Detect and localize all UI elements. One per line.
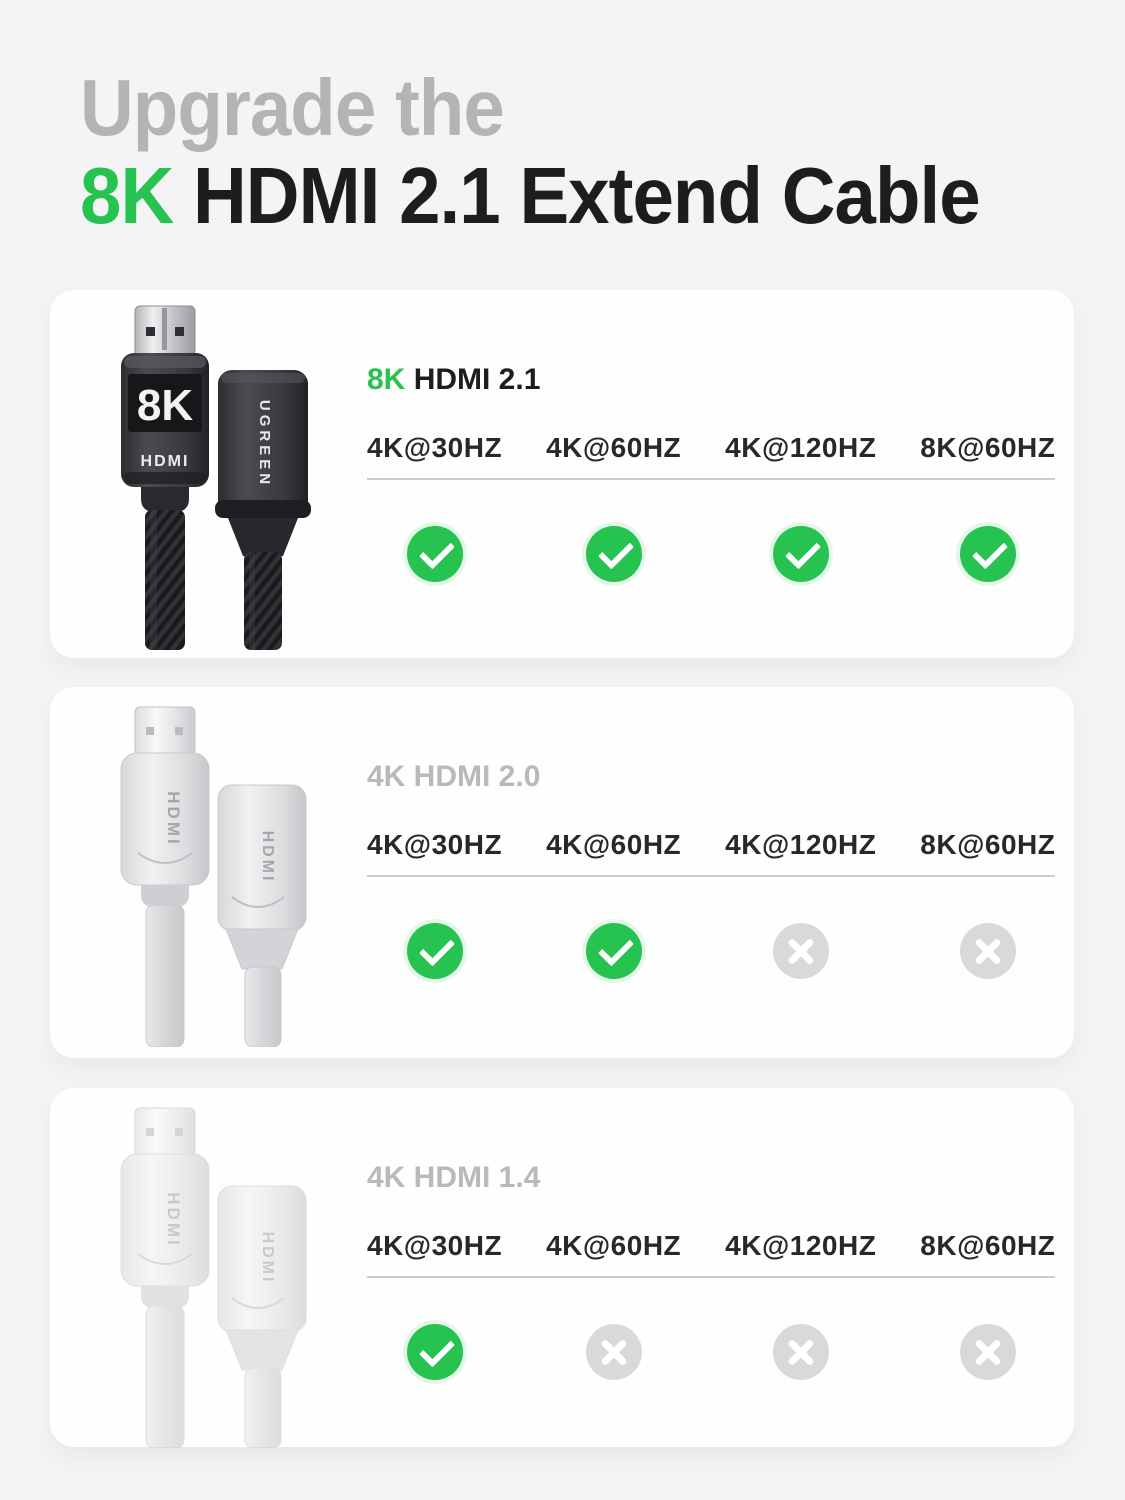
spec-column-header: 4K@60HZ (546, 1230, 682, 1261)
spec-column-header: 4K@60HZ (546, 829, 682, 860)
spec-column-header: 8K@60HZ (920, 829, 1056, 860)
spec-table (367, 432, 1055, 582)
cross-icon (773, 1324, 829, 1380)
product-name: 4K HDMI 1.4 (367, 1161, 541, 1194)
spec-column-header: 8K@60HZ (920, 432, 1056, 463)
product-card-4k-hdmi-1-4 (50, 1088, 1074, 1447)
hero-title-rest: HDMI 2.1 Extend Cable (173, 151, 980, 240)
plug-8k-badge: 8K (136, 381, 194, 430)
product-name-rest: HDMI 2.1 (405, 363, 541, 396)
cross-icon (586, 1324, 642, 1380)
female-coupler (218, 1186, 306, 1448)
cross-icon (960, 923, 1016, 979)
spec-column-header: 4K@120HZ (725, 829, 877, 860)
check-icon (960, 526, 1016, 582)
spec-divider (367, 875, 1055, 877)
spec-column-header: 4K@30HZ (367, 829, 503, 860)
spec-column-header: 4K@60HZ (546, 432, 682, 463)
spec-table (367, 1230, 1055, 1380)
product-card-8k-hdmi-2-1 (50, 290, 1074, 658)
plug-hdmi-logo: HDMI (164, 1192, 183, 1248)
check-icon (586, 526, 642, 582)
product-card-4k-hdmi-2-0 (50, 687, 1074, 1058)
spec-divider (367, 478, 1055, 480)
hero-title-accent: 8K (80, 151, 174, 240)
hero-title-line2 (80, 152, 980, 240)
plug-hdmi-logo: HDMI (140, 453, 190, 470)
spec-column-header: 4K@30HZ (367, 432, 503, 463)
spec-column-header: 8K@60HZ (920, 1230, 1056, 1261)
check-icon (407, 1324, 463, 1380)
product-name (367, 363, 540, 397)
cable-photo-8k-hdmi-2-1 (108, 304, 320, 650)
male-plug (121, 707, 209, 1047)
product-name: 4K HDMI 2.0 (367, 760, 541, 793)
check-icon (773, 526, 829, 582)
spec-divider (367, 1276, 1055, 1278)
spec-column-header: 4K@30HZ (367, 1230, 503, 1261)
spec-column-header: 4K@120HZ (725, 432, 877, 463)
cross-icon (960, 1324, 1016, 1380)
coupler-ugreen-label: UGREEN (256, 399, 273, 489)
product-name-accent: 8K (367, 363, 406, 396)
cross-icon (773, 923, 829, 979)
hero-title (80, 64, 1047, 240)
cable-photo-4k-hdmi-1-4 (108, 1102, 320, 1448)
check-icon (407, 526, 463, 582)
female-coupler (218, 785, 306, 1047)
plug-hdmi-logo: HDMI (164, 791, 183, 847)
coupler-hdmi-label: HDMI (259, 1231, 276, 1285)
check-icon (586, 923, 642, 979)
cable-photo-4k-hdmi-2-0 (108, 701, 320, 1047)
spec-table (367, 829, 1055, 979)
male-plug (121, 306, 209, 650)
hero-title-line1: Upgrade the (80, 63, 504, 152)
spec-column-header: 4K@120HZ (725, 1230, 877, 1261)
male-plug (121, 1108, 209, 1448)
check-icon (407, 923, 463, 979)
female-coupler (215, 370, 311, 650)
coupler-hdmi-label: HDMI (259, 830, 276, 884)
